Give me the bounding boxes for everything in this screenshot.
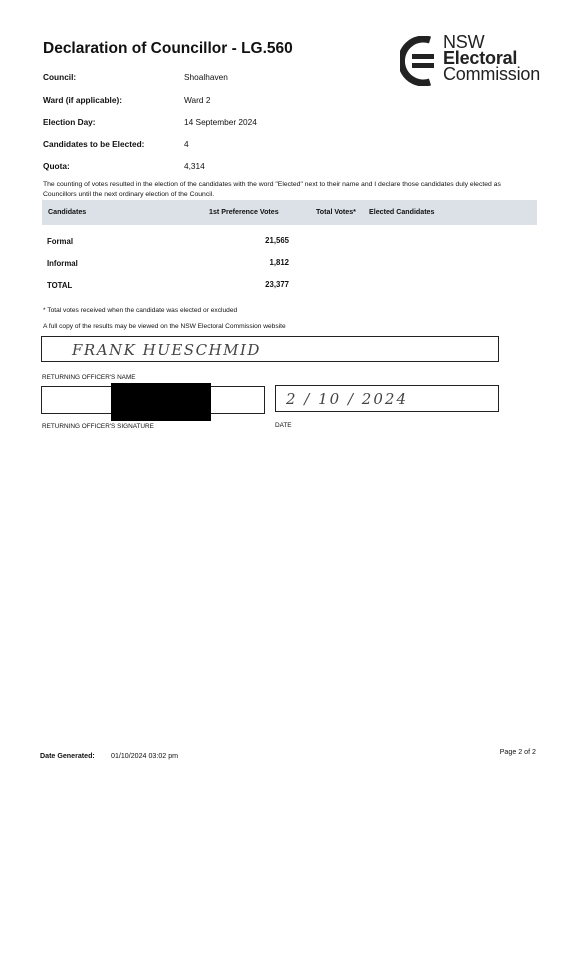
candidates-to-elect-value: 4 (184, 139, 189, 149)
council-value: Shoalhaven (184, 72, 228, 82)
council-label: Council: (43, 72, 77, 82)
logo-line-nsw: NSW (443, 32, 485, 52)
table-row-total-label: TOTAL (47, 281, 73, 290)
page-title: Declaration of Councillor - LG.560 (43, 40, 293, 57)
election-day-value: 14 September 2024 (184, 117, 257, 127)
nsw-electoral-commission-logo (400, 34, 550, 90)
logo-wordmark (443, 34, 540, 82)
column-first-preference-votes: 1st Preference Votes (209, 208, 279, 216)
date-handwritten: 2 / 10 / 2024 (286, 390, 408, 408)
redacted-signature (111, 383, 211, 421)
total-votes-footnote: * Total votes received when the candidate was elected or excluded (43, 307, 238, 314)
candidates-to-elect-label: Candidates to be Elected: (43, 139, 145, 149)
electoral-commission-e-icon (400, 36, 440, 86)
ward-value: Ward 2 (184, 95, 211, 105)
full-results-note: A full copy of the results may be viewed on the NSW Electoral Commission website (43, 323, 286, 330)
logo-line-commission: Commission (443, 64, 541, 84)
quota-value: 4,314 (184, 161, 205, 171)
date-label: DATE (275, 422, 292, 429)
column-elected-candidates: Elected Candidates (369, 208, 435, 216)
declaration-text: The counting of votes resulted in the election of the candidates with the word "Elected" next to their name and I declare those candidates duly elected as Councillors until the next ordinary election of the Council. (43, 181, 501, 198)
table-row-formal-label: Formal (47, 237, 73, 246)
logo-line-electoral: Electoral (443, 48, 518, 68)
date-generated-value: 01/10/2024 03:02 pm (111, 752, 179, 760)
table-row-informal-value: 1,812 (269, 258, 289, 267)
column-total-votes: Total Votes* (316, 208, 356, 216)
results-table-header (42, 200, 537, 225)
election-day-label: Election Day: (43, 117, 96, 127)
officer-signature-label: RETURNING OFFICER'S SIGNATURE (42, 423, 154, 430)
date-box (275, 385, 499, 412)
table-row-informal-label: Informal (47, 259, 78, 268)
officer-name-label: RETURNING OFFICER'S NAME (42, 374, 136, 381)
table-row-formal-value: 21,565 (265, 236, 289, 245)
officer-name-handwritten: FRANK HUESCHMID (72, 341, 261, 359)
quota-label: Quota: (43, 161, 70, 171)
column-candidates: Candidates (48, 208, 87, 216)
officer-name-box (41, 336, 499, 362)
page-number: Page 2 of 2 (499, 748, 536, 756)
date-generated-label: Date Generated: (40, 752, 95, 760)
ward-label: Ward (if applicable): (43, 95, 122, 105)
table-row-total-value: 23,377 (265, 280, 289, 289)
